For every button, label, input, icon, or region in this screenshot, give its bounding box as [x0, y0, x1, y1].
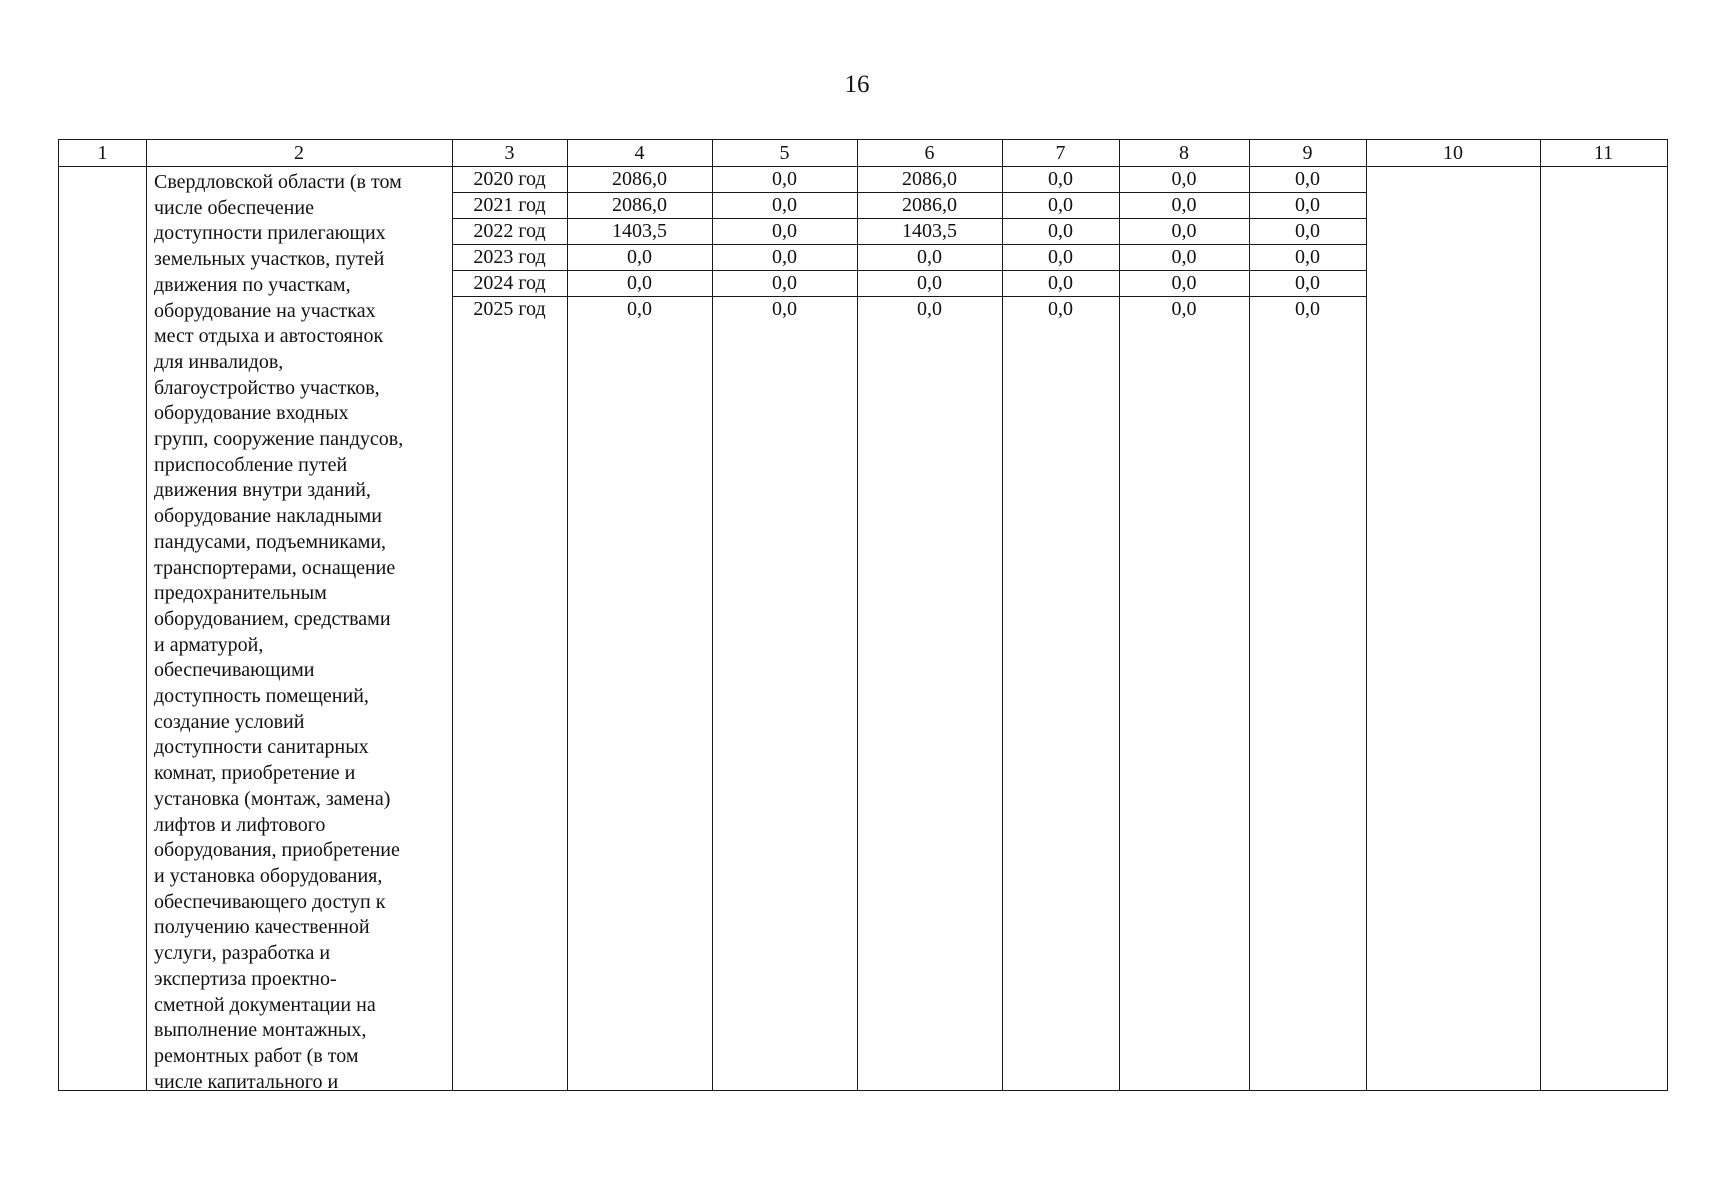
- value-cell: 0,0: [1295, 194, 1320, 216]
- value-cell: 0,0: [1295, 168, 1320, 190]
- value-cell: 0,0: [772, 272, 797, 294]
- value-cell: 0,0: [1048, 220, 1073, 242]
- year-cell: 2023 год: [473, 246, 546, 268]
- value-cell: 0,0: [1295, 298, 1320, 320]
- value-cell: 0,0: [917, 246, 942, 268]
- column-header-1: 1: [97, 142, 108, 164]
- value-cell: 0,0: [627, 246, 652, 268]
- value-cell: 2086,0: [902, 194, 957, 216]
- column-header-2: 2: [294, 142, 304, 164]
- year-cell: 2025 год: [473, 298, 546, 320]
- value-cell: 0,0: [1048, 246, 1073, 268]
- year-cell: 2021 год: [473, 194, 546, 216]
- value-cell: 0,0: [772, 194, 797, 216]
- value-cell: 0,0: [1295, 220, 1320, 242]
- column-header-5: 5: [779, 142, 790, 164]
- value-cell: 0,0: [1295, 246, 1320, 268]
- measure-description: Свердловской области (в том числе обеспечение доступности прилегающих земельных участков, путей движения по участкам, оборудование на участках мест отдыха и автостоянок для инвалидов, благоустройство участков, оборудование входных групп, сооружение пандусов, приспособление путей движения внутри зданий, оборудование накладными пандусами, подъемниками, транспортерами, оснащение предохранительным оборудованием, средствами и арматурой, обеспечивающими доступность помещений, создание условий доступности санитарных комнат, приобретение и установка (монтаж, замена) лифтов и лифтового оборудования, приобретение и установка оборудования, обеспечивающего доступ к получению качественной услуги, разработка и экспертиза проектно- сметной документации на выполнение монтажных, ремонтных работ (в том числе капитального и: [154, 171, 404, 1093]
- value-cell: 1403,5: [902, 220, 957, 242]
- column-header-3: 3: [504, 142, 515, 164]
- value-cell: 0,0: [772, 168, 797, 190]
- financing-table: [58, 139, 1668, 1091]
- column-header-8: 8: [1179, 142, 1189, 164]
- year-cell: 2024 год: [473, 272, 546, 294]
- value-cell: 0,0: [1171, 298, 1197, 320]
- value-cell: 0,0: [1048, 168, 1073, 190]
- value-cell: 0,0: [772, 246, 797, 268]
- column-header-11: 11: [1593, 142, 1614, 164]
- value-cell: 0,0: [1171, 168, 1197, 190]
- value-cell: 2086,0: [612, 168, 667, 190]
- value-cell: 0,0: [917, 272, 942, 294]
- column-header-4: 4: [634, 142, 645, 164]
- value-cell: 0,0: [1048, 298, 1073, 320]
- value-cell: 0,0: [1171, 272, 1197, 294]
- value-cell: 0,0: [1048, 194, 1073, 216]
- value-cell: 0,0: [1048, 272, 1073, 294]
- value-cell: 0,0: [772, 220, 797, 242]
- column-header-7: 7: [1055, 142, 1066, 164]
- column-header-10: 10: [1443, 142, 1463, 164]
- column-divider: [1366, 140, 1367, 1090]
- value-cell: 0,0: [1171, 220, 1197, 242]
- value-cell: 0,0: [772, 298, 797, 320]
- value-cell: 1403,5: [612, 220, 667, 242]
- column-header-9: 9: [1302, 142, 1313, 164]
- value-cell: 0,0: [1171, 194, 1197, 216]
- value-cell: 0,0: [1171, 246, 1197, 268]
- column-divider: [1540, 140, 1541, 1090]
- column-header-6: 6: [924, 142, 935, 164]
- page-number: 16: [844, 71, 870, 98]
- value-cell: 2086,0: [612, 194, 667, 216]
- value-cell: 0,0: [1295, 272, 1320, 294]
- value-cell: 0,0: [627, 298, 652, 320]
- year-cell: 2022 год: [473, 220, 546, 242]
- value-cell: 0,0: [627, 272, 652, 294]
- year-cell: 2020 год: [473, 168, 546, 190]
- column-divider: [146, 140, 147, 1090]
- value-cell: 0,0: [917, 298, 942, 320]
- value-cell: 2086,0: [902, 168, 957, 190]
